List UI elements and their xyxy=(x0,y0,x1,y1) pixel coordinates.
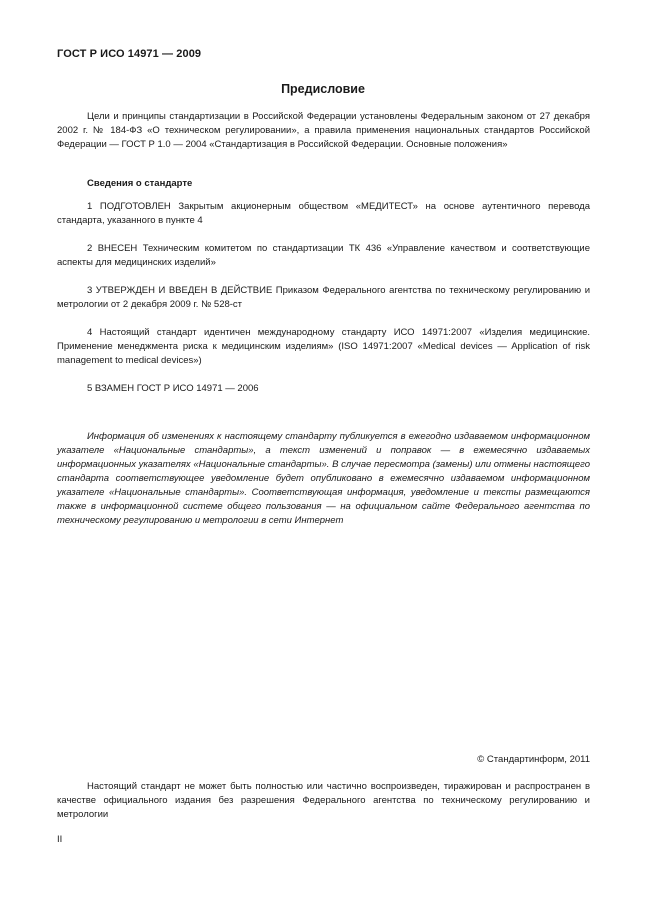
foreword-title: Предисловие xyxy=(281,82,365,96)
copyright: © Стандартинформ, 2011 xyxy=(477,754,590,765)
info-item-3: 3 УТВЕРЖДЕН И ВВЕДЕН В ДЕЙСТВИЕ Приказом Федерального агентства по техническому регулированию и метрологии от 2 декабря 2009 г. № 528-ст xyxy=(57,285,590,310)
info-item-5: 5 ВЗАМЕН ГОСТ Р ИСО 14971 — 2006 xyxy=(87,383,259,394)
info-heading: Сведения о стандарте xyxy=(87,178,193,189)
info-item-2: 2 ВНЕСЕН Техническим комитетом по стандартизации ТК 436 «Управление качеством и соответствующие аспекты для медицинских изделий» xyxy=(57,243,590,268)
info-item-1: 1 ПОДГОТОВЛЕН Закрытым акционерным обществом «МЕДИТЕСТ» на основе аутентичного перевода стандарта, указанного в пункте 4 xyxy=(57,201,590,226)
changes-notice: Информация об изменениях к настоящему стандарту публикуется в ежегодно издаваемом информационном указателе «Национальные стандарты», а текст изменений и поправок — в ежемесячно издаваемых информационных указателях «Национальные стандарты». В случае пересмотра (замены) или отмены настоящего стандарта соответствующее уведомление будет опубликовано в ежемесячно издаваемом информационном указателе «Национальные стандарты». Соответствующая информация, уведомление и тексты размещаются также в информационной системе общего пользования — на официальном сайте Федерального агентства по техническому регулированию и метрологии в сети Интернет xyxy=(57,431,590,526)
info-item-4: 4 Настоящий стандарт идентичен международному стандарту ИСО 14971:2007 «Изделия медицинские. Применение менеджмента риска к медицинским изделиям» (ISO 14971:2007 «Medical devices — Application of risk management to medical devices») xyxy=(57,327,590,366)
reproduction-notice: Настоящий стандарт не может быть полностью или частично воспроизведен, тиражирован и распространен в качестве официального издания без разрешения Федерального агентства по техническому регулированию и метрологии xyxy=(57,781,590,820)
standard-header: ГОСТ Р ИСО 14971 — 2009 xyxy=(57,48,202,60)
page-number: II xyxy=(57,834,63,845)
foreword-intro: Цели и принципы стандартизации в Российской Федерации установлены Федеральным законом от 27 декабря 2002 г. № 184-ФЗ «О техническом регулировании», а правила применения национальных стандартов Российской Федерации — ГОСТ Р 1.0 — 2004 «Стандартизация в Российской Федерации. Основные положения» xyxy=(57,111,590,150)
